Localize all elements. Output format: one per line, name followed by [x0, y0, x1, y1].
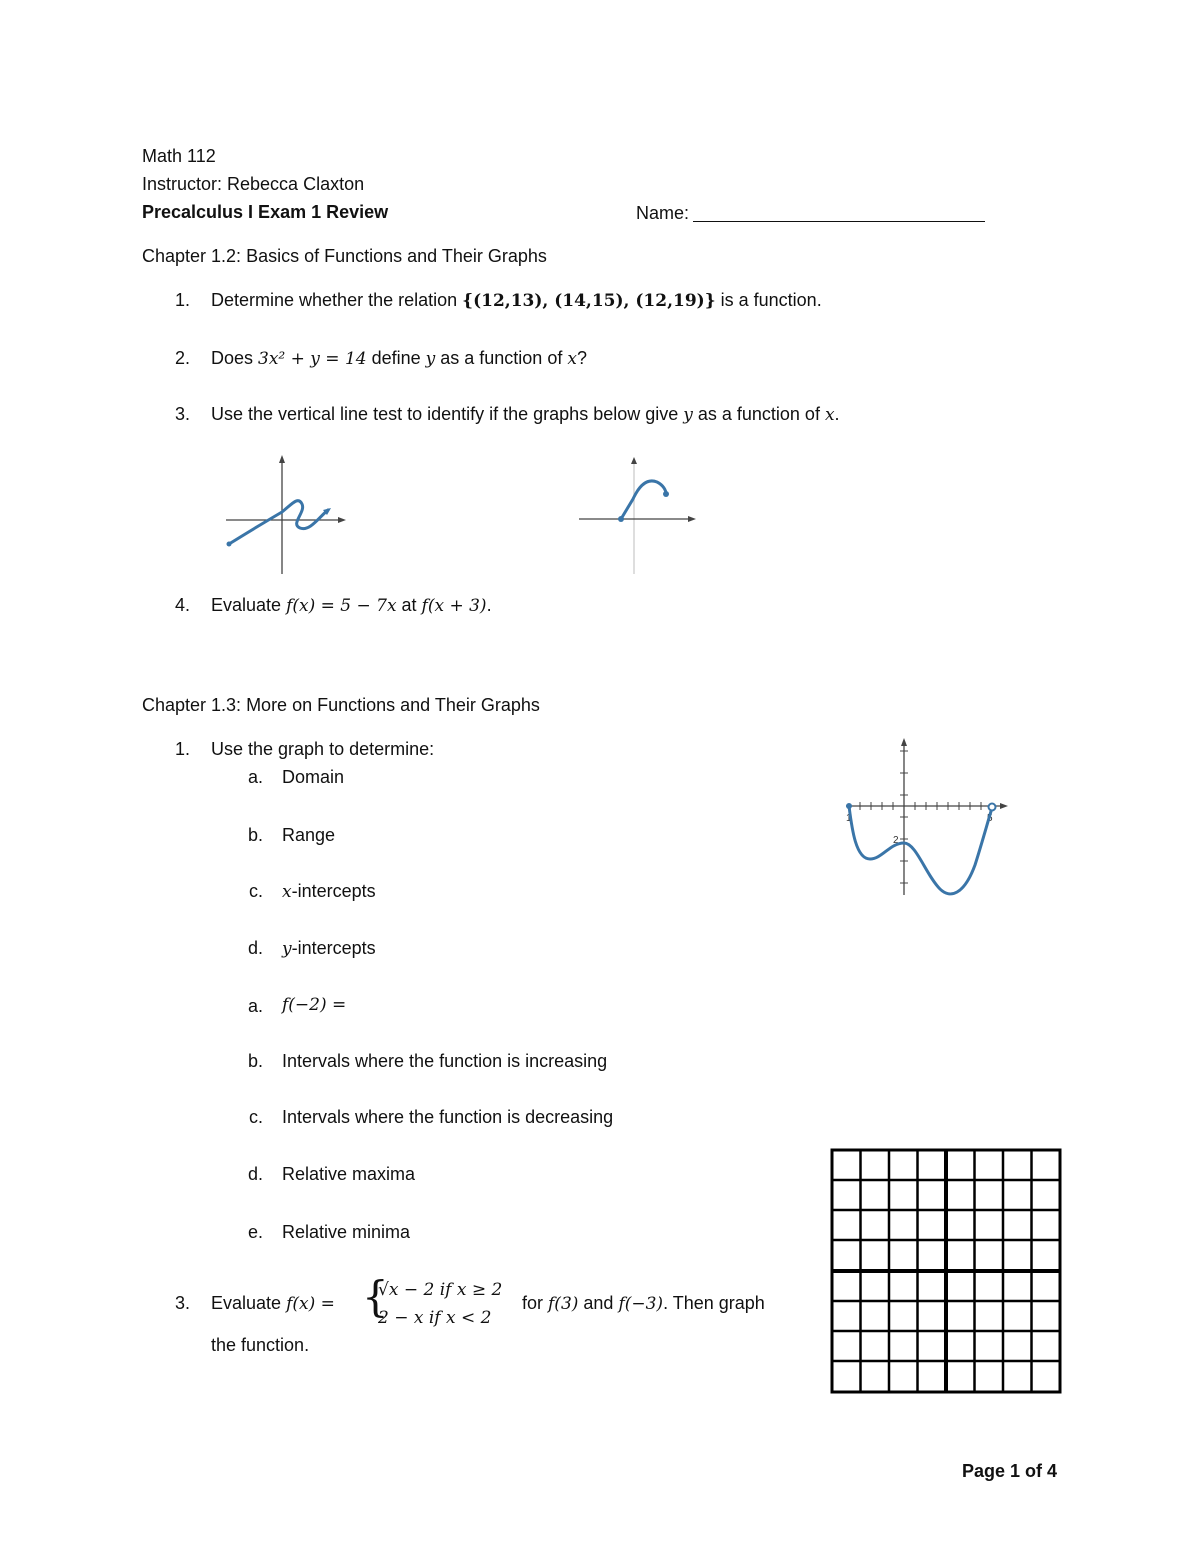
part-range: Range — [282, 825, 336, 845]
question-1-2-4: Evaluate f(x) = 5 − 7x at f(x + 3). — [211, 595, 492, 616]
graph-label-y: 2 — [893, 835, 899, 846]
question-1-2-3: Use the vertical line test to identify if the graphs below give y as a function of x. — [211, 404, 840, 425]
question-1-3-3: Evaluate f(x) = — [211, 1293, 335, 1314]
question-1-3-1: Use the graph to determine: — [211, 739, 435, 759]
part-letter: b. — [247, 825, 263, 845]
vertical-line-test-graph-1 — [220, 452, 350, 577]
chapter-1-2-heading: Chapter 1.2: Basics of Functions and Their Graphs — [142, 246, 547, 266]
part-letter: d. — [247, 1164, 263, 1184]
part-letter: c. — [248, 881, 263, 901]
exam-title: Precalculus I Exam 1 Review — [142, 202, 389, 222]
part-letter: b. — [247, 1051, 263, 1071]
part-letter: a. — [247, 767, 263, 787]
function-graph — [840, 735, 1015, 900]
part-letter: e. — [247, 1222, 263, 1242]
part-domain: Domain — [282, 767, 345, 787]
question-number: 3. — [174, 404, 190, 424]
question-number: 4. — [174, 595, 190, 615]
part-letter: c. — [248, 1107, 263, 1127]
page-number: Page 1 of 4 — [962, 1461, 1058, 1481]
question-1-3-3-tail: for f(3) and f(−3). Then graph — [522, 1293, 765, 1314]
question-number: 1. — [174, 739, 190, 759]
question-number: 3. — [174, 1293, 190, 1313]
part-relative-minima: Relative minima — [282, 1222, 411, 1242]
part-x-intercepts: x-intercepts — [282, 881, 376, 902]
name-label: Name: — [636, 203, 690, 223]
part-increasing: Intervals where the function is increasing — [282, 1051, 608, 1071]
part-relative-maxima: Relative maxima — [282, 1164, 416, 1184]
course-title: Math 112 — [142, 146, 216, 166]
part-decreasing: Intervals where the function is decreasing — [282, 1107, 614, 1127]
part-letter: a. — [247, 996, 263, 1016]
piecewise-case-2: 2 − x if x < 2 — [378, 1308, 492, 1328]
question-1-2-1: Determine whether the relation {(12,13), (14,15), (12,19)} is a function. — [211, 290, 822, 311]
graph-label-right: 5 — [987, 813, 993, 824]
graph-grid[interactable] — [830, 1148, 1062, 1394]
vertical-line-test-graph-2 — [575, 452, 700, 577]
part-y-intercepts: y-intercepts — [282, 938, 376, 959]
piecewise-brace: { — [362, 1272, 389, 1321]
part-f-of-minus-2: f(−2) = — [282, 995, 347, 1015]
question-number: 1. — [174, 290, 190, 310]
chapter-1-3-heading: Chapter 1.3: More on Functions and Their Graphs — [142, 695, 540, 715]
question-1-2-2: Does 3x² + y = 14 define y as a function of x? — [211, 348, 587, 369]
question-1-3-3-line2: the function. — [211, 1335, 310, 1355]
question-number: 2. — [174, 348, 190, 368]
instructor-line: Instructor: Rebecca Claxton — [142, 174, 365, 194]
name-blank-line[interactable] — [693, 203, 985, 222]
name-field[interactable] — [636, 203, 985, 222]
graph-label-left: 1 — [846, 813, 852, 824]
piecewise-case-1: √x − 2 if x ≥ 2 — [378, 1280, 503, 1300]
part-letter: d. — [247, 938, 263, 958]
